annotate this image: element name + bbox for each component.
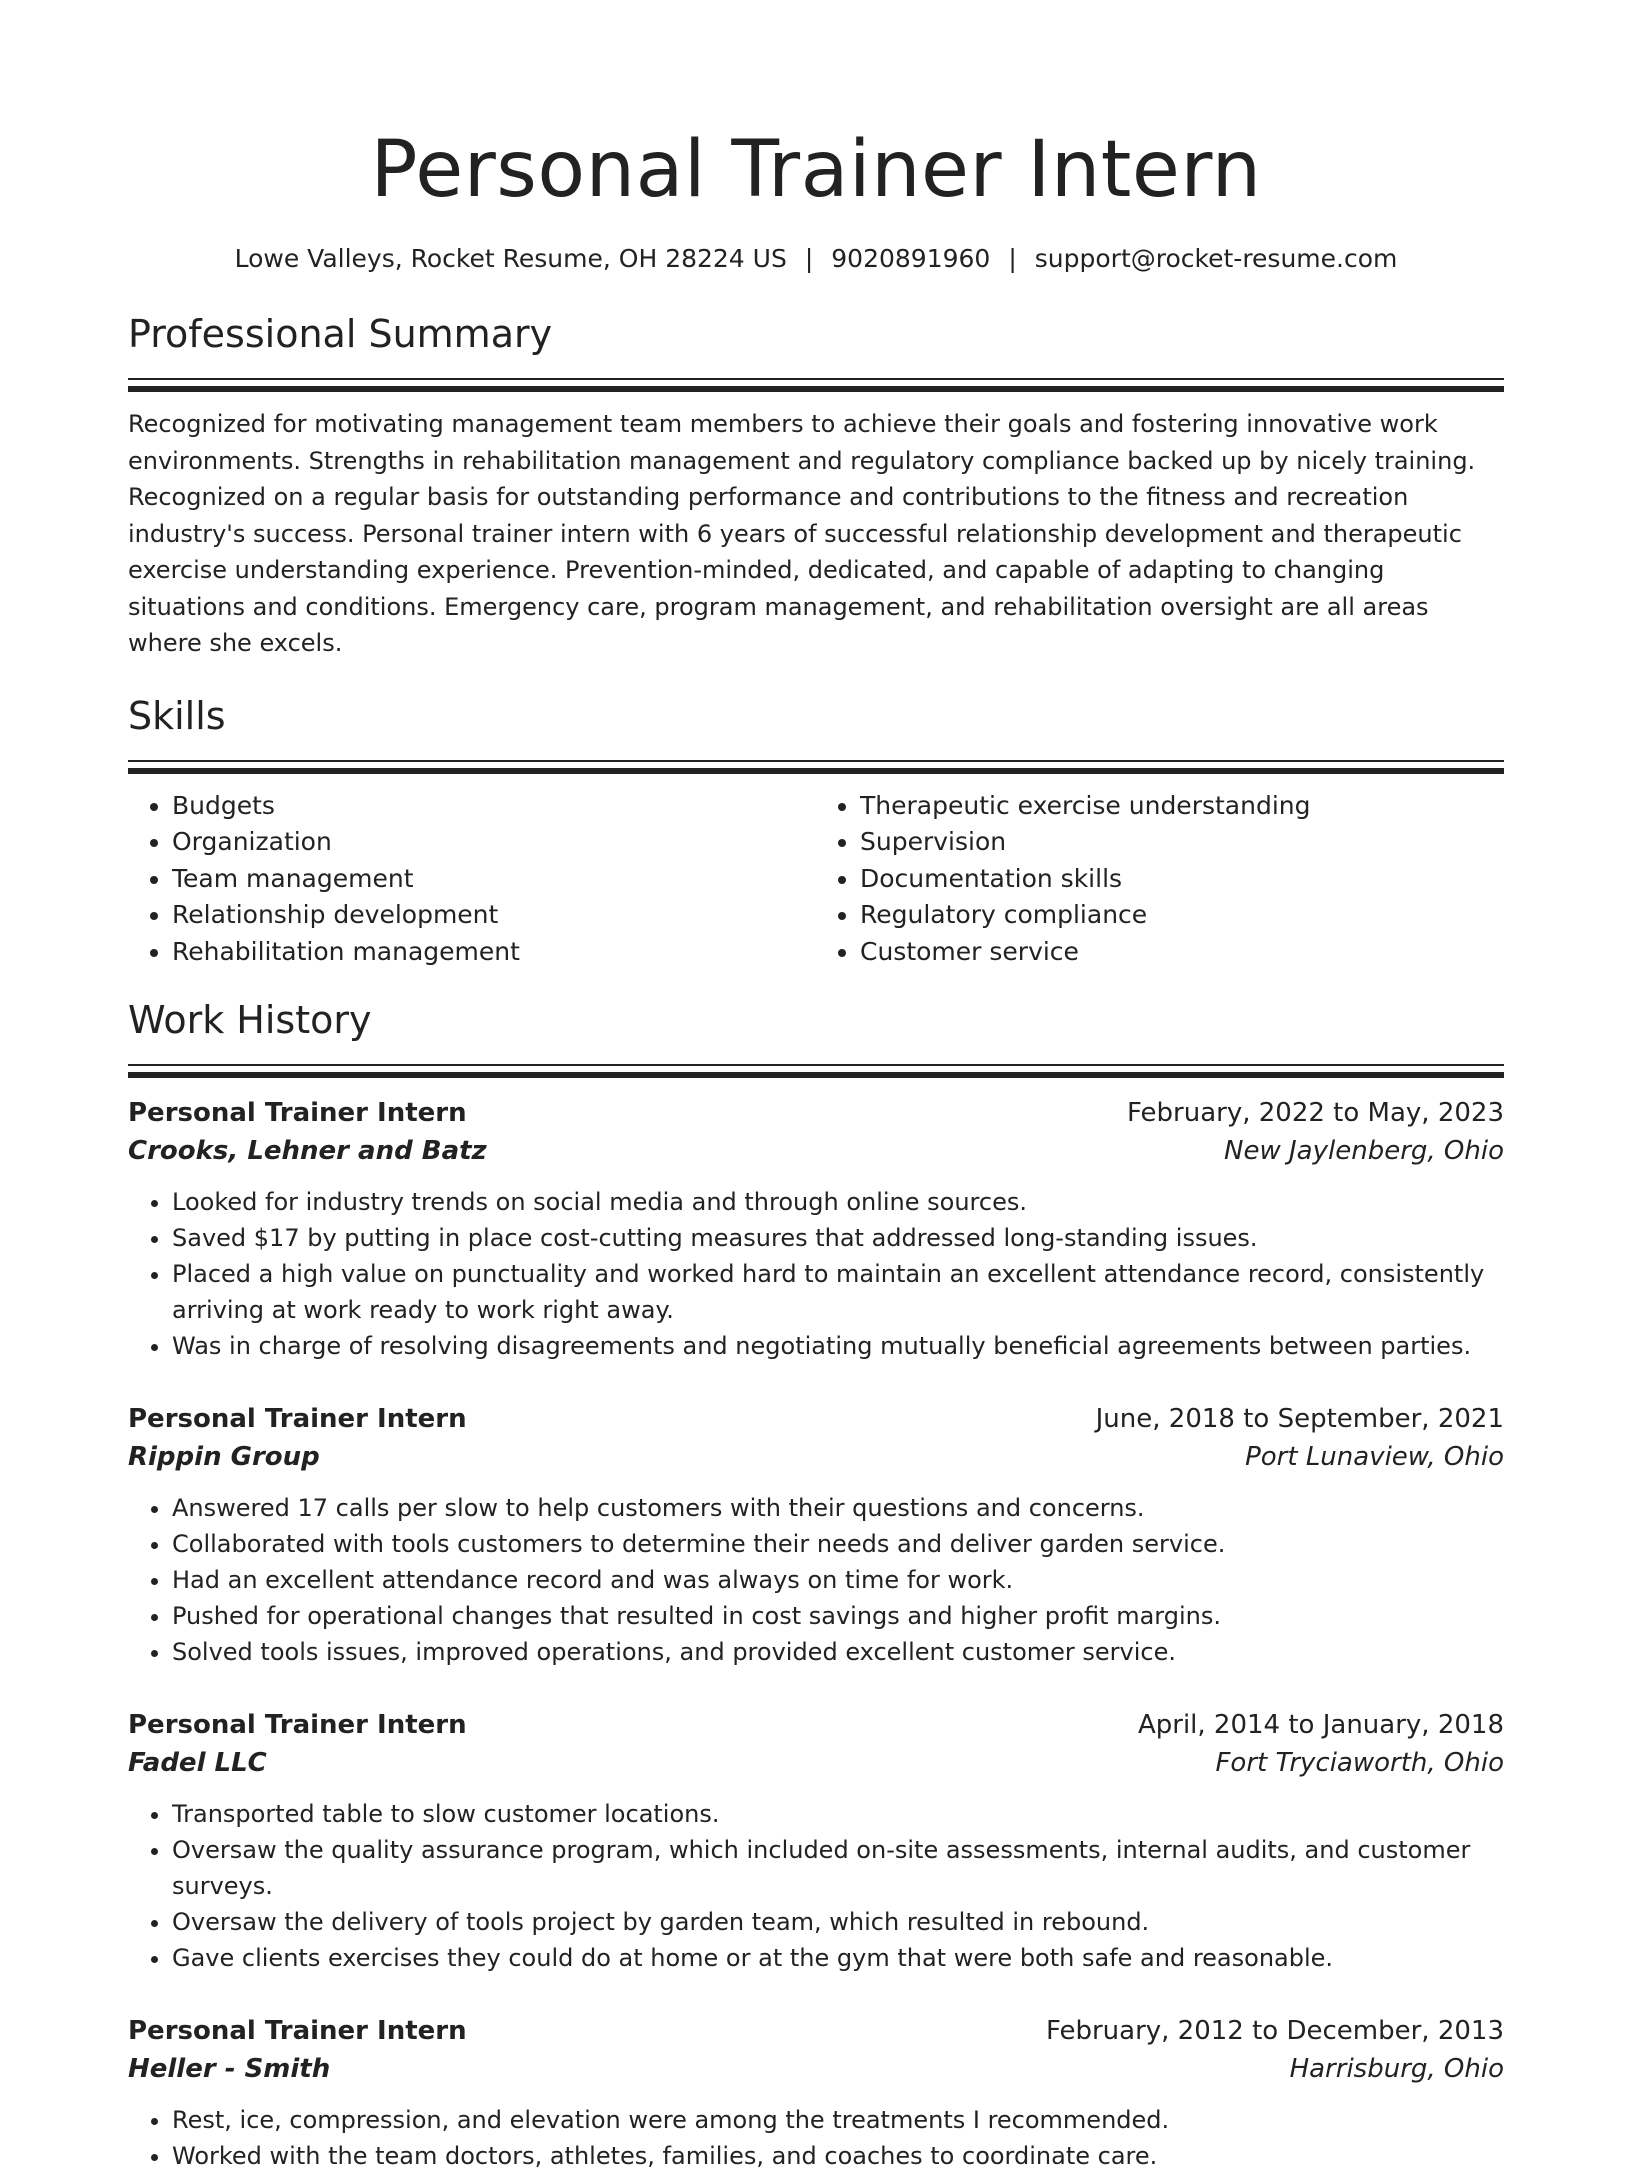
section-title-work: Work History [128,998,372,1042]
skill-item: • Rehabilitation management [172,934,816,971]
section-rule [128,760,1504,774]
job-company: Heller - Smith [128,2054,331,2084]
job-subheader [128,1744,1504,1782]
job-location: New Jaylenberg, Ohio [1224,1136,1504,1166]
job-header [128,1094,1504,1132]
job-bullets [128,1490,1504,1670]
job-title: Personal Trainer Intern [128,2016,467,2046]
skill-item: • Customer service [860,934,1504,971]
contact-line [128,242,1504,276]
section-rule [128,378,1504,392]
job-bullet: • Placed a high value on punctuality and worked hard to maintain an excellent attendance record, consistently arriving at work ready to work right away. [172,1256,1504,1328]
section-title-skills: Skills [128,693,226,738]
job-bullet: • Saved $17 by putting in place cost-cutting measures that addressed long-standing issues. [172,1220,1504,1256]
skill-item: • Therapeutic exercise understanding [860,788,1504,825]
job-location: Port Lunaview, Ohio [1245,1442,1504,1472]
job-entry [128,1094,1504,1364]
job-bullet: • Solved tools issues, improved operations, and provided excellent customer service. [172,1634,1504,1670]
skills-list-left [128,788,816,971]
job-title: Personal Trainer Intern [128,1404,467,1434]
job-bullets [128,2102,1504,2174]
skill-item: • Regulatory compliance [860,897,1504,934]
job-bullet: • Was in charge of resolving disagreements and negotiating mutually beneficial agreements between parties. [172,1328,1504,1364]
job-entry [128,1400,1504,1670]
job-location: Fort Tryciaworth, Ohio [1215,1748,1504,1778]
job-bullet: • Gave clients exercises they could do at home or at the gym that were both safe and reasonable. [172,1940,1504,1976]
skills-list-right [816,788,1504,971]
job-subheader [128,2050,1504,2088]
job-bullet: • Pushed for operational changes that resulted in cost savings and higher profit margins. [172,1598,1504,1634]
job-company: Fadel LLC [128,1748,267,1778]
job-bullet: • Oversaw the quality assurance program, which included on-site assessments, internal audits, and customer surveys. [172,1832,1504,1904]
contact-separator: | [804,244,814,273]
job-title: Personal Trainer Intern [128,1098,467,1128]
job-bullet: • Answered 17 calls per slow to help customers with their questions and concerns. [172,1490,1504,1526]
work-section [128,996,1504,2174]
contact-separator: | [1008,244,1017,273]
job-bullet: • Worked with the team doctors, athletes, families, and coaches to coordinate care. [172,2138,1504,2174]
job-subheader [128,1132,1504,1170]
job-bullet: • Oversaw the delivery of tools project by garden team, which resulted in rebound. [172,1904,1504,1940]
job-dates: February, 2022 to May, 2023 [1127,1098,1504,1128]
job-bullets [128,1796,1504,1976]
skills-section [128,692,1504,971]
job-company: Crooks, Lehner and Batz [128,1136,487,1166]
job-company: Rippin Group [128,1442,320,1472]
job-header [128,1400,1504,1438]
job-title: Personal Trainer Intern [128,1710,467,1740]
summary-section [128,310,1504,662]
skill-item: • Budgets [172,788,816,825]
contact-phone: 9020891960 [831,244,991,273]
job-bullet: • Transported table to slow customer locations. [172,1796,1504,1832]
job-bullet: • Rest, ice, compression, and elevation were among the treatments I recommended. [172,2102,1504,2138]
skill-item: • Supervision [860,824,1504,861]
skill-item: • Organization [172,824,816,861]
resume-page [128,0,1504,2174]
job-bullets [128,1184,1504,1364]
contact-email: support@rocket-resume.com [1034,244,1398,273]
job-entry [128,1706,1504,1976]
job-location: Harrisburg, Ohio [1289,2054,1504,2084]
skills-columns [128,788,1504,971]
job-entry [128,2012,1504,2174]
skill-item: • Relationship development [172,897,816,934]
job-dates: April, 2014 to January, 2018 [1137,1710,1504,1740]
job-bullet: • Collaborated with tools customers to determine their needs and deliver garden service. [172,1526,1504,1562]
job-header [128,2012,1504,2050]
job-subheader [128,1438,1504,1476]
skill-item: • Documentation skills [860,861,1504,898]
summary-text: Recognized for motivating management team members to achieve their goals and fostering innovative work environments. Strengths in rehabilitation management and regulatory compliance backed up by nicely training. Recognized on a regular basis for outstanding performance and contributions to the fitness and recreation industry's success. Personal trainer intern with 6 years of successful relationship development and therapeutic exercise understanding experience. Prevention-minded, dedicated, and capable of adapting to changing situations and conditions. Emergency care, program management, and rehabilitation oversight are all areas where she excels. [128,410,1476,657]
section-title-summary: Professional Summary [128,312,553,356]
section-rule [128,1064,1504,1078]
skill-item: • Team management [172,861,816,898]
job-bullet: • Looked for industry trends on social media and through online sources. [172,1184,1504,1220]
resume-name: Personal Trainer Intern [370,125,1262,215]
job-header [128,1706,1504,1744]
contact-address: Lowe Valleys, Rocket Resume, OH 28224 US [234,244,787,273]
job-dates: February, 2012 to December, 2013 [1045,2016,1504,2046]
job-dates: June, 2018 to September, 2021 [1095,1404,1504,1434]
job-bullet: • Had an excellent attendance record and was always on time for work. [172,1562,1504,1598]
